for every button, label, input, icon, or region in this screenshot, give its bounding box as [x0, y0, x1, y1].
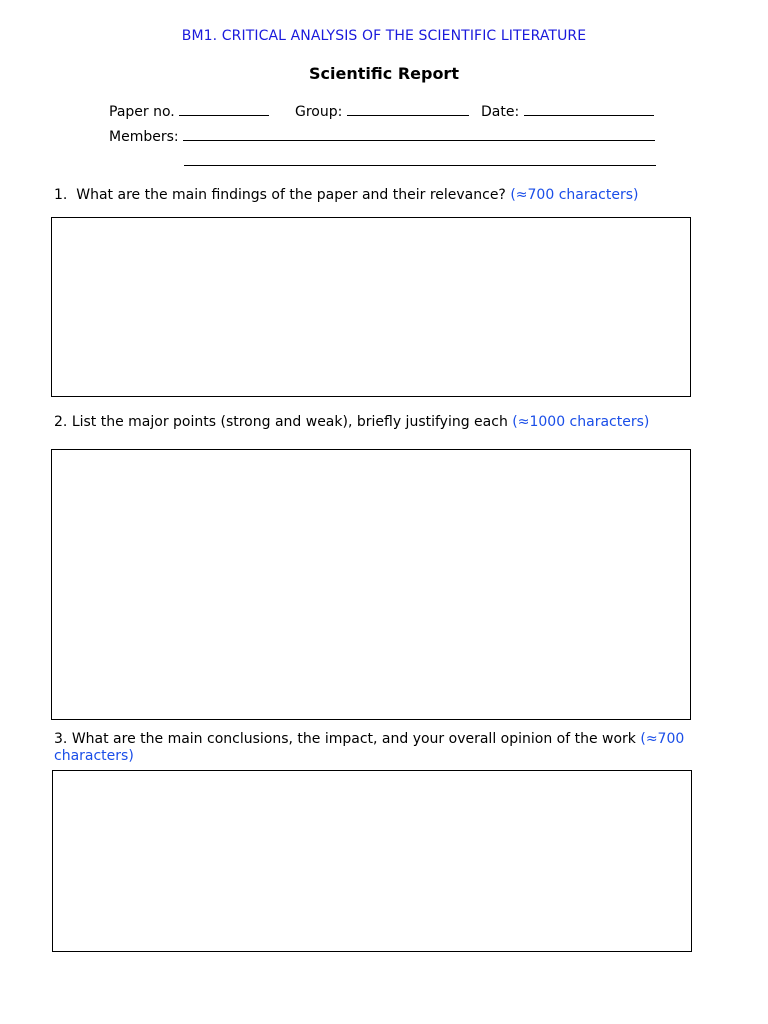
question-number: 2. [54, 414, 68, 430]
group-blank[interactable] [347, 102, 469, 116]
date-field [481, 102, 654, 120]
members-field [109, 127, 655, 145]
question-1 [54, 187, 704, 204]
members-continuation [184, 152, 656, 170]
question-hint: (≈700 characters) [54, 731, 685, 764]
question-text: What are the main conclusions, the impact, and your overall opinion of the work [71, 731, 636, 747]
paper-blank[interactable] [179, 102, 269, 116]
question-number: 3. [54, 731, 68, 747]
answer-box-1[interactable] [51, 217, 691, 397]
group-field [295, 102, 469, 120]
question-number: 1. [54, 187, 68, 203]
members-blank-1[interactable] [183, 127, 655, 141]
document-title: Scientific Report [309, 64, 459, 83]
question-text: List the major points (strong and weak), briefly justifying each [71, 414, 508, 430]
group-label: Group: [295, 104, 343, 120]
question-2 [54, 414, 734, 431]
answer-box-2[interactable] [51, 449, 691, 720]
members-blank-2[interactable] [184, 152, 656, 166]
members-label: Members: [109, 129, 179, 145]
course-title: BM1. CRITICAL ANALYSIS OF THE SCIENTIFIC LITERATURE [181, 28, 587, 44]
question-text: What are the main findings of the paper and their relevance? [76, 187, 506, 203]
question-hint: (≈1000 characters) [512, 414, 650, 430]
date-label: Date: [481, 104, 520, 120]
question-3 [54, 731, 704, 765]
question-hint: (≈700 characters) [510, 187, 639, 203]
answer-box-3[interactable] [52, 770, 692, 952]
paper-label: Paper no. [109, 104, 175, 120]
date-blank[interactable] [524, 102, 654, 116]
paper-field [109, 102, 269, 120]
